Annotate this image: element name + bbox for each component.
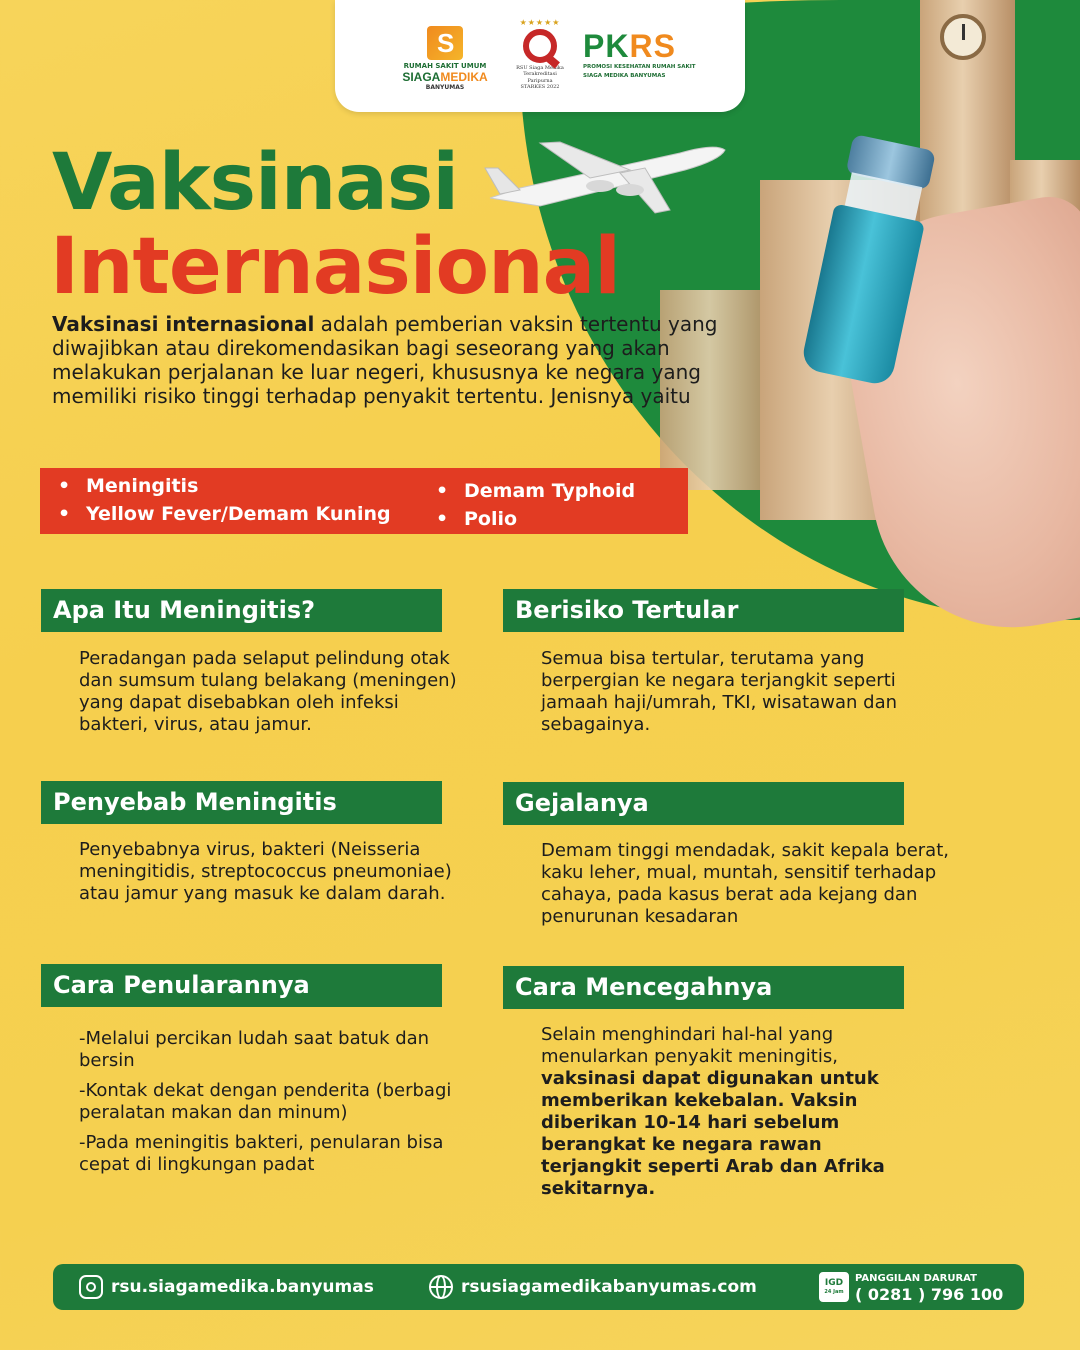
title-line-2: Internasional xyxy=(50,222,621,312)
emergency-phone[interactable]: IGD 24 Jam PANGGILAN DARURAT ( 0281 ) 796 100 xyxy=(819,1264,1003,1310)
section-body-apa-itu: Peradangan pada selaput pelindung otak dan sumsum tulang belakang (meningen) yang dapat disebabkan oleh infeksi bakteri, virus, atau jamur. xyxy=(79,648,457,735)
footer-bar xyxy=(53,1264,1024,1310)
hospital-logo-icon xyxy=(427,26,463,60)
vaccine-types-box xyxy=(40,468,688,534)
clock-icon xyxy=(940,14,986,60)
section-body-mencegah: Selain menghindari hal-hal yang menularkan penyakit meningitis, vaksinasi dapat digunakan untuk memberikan kekebalan. Vaksin diberikan 10-14 hari sebelum berangkat ke negara rawan terjangkit seperti Arab dan Afrika sekitarnya. xyxy=(541,1024,885,1199)
instagram-link[interactable]: rsu.siagamedika.banyumas xyxy=(79,1264,374,1310)
igd-icon: IGD 24 Jam xyxy=(819,1272,849,1302)
section-body-penularan xyxy=(79,1028,469,1184)
list-item: • Demam Typhoid xyxy=(422,477,635,505)
globe-icon xyxy=(429,1275,453,1299)
section-body-gejala: Demam tinggi mendadak, sakit kepala berat, kaku leher, mual, muntah, sensitif terhadap cahaya, pada kasus berat ada kejang dan penurunan kesadaran xyxy=(541,840,949,927)
section-heading-gejala: Gejalanya xyxy=(503,782,904,825)
vaccine-types-list xyxy=(44,472,391,528)
website-link[interactable]: rsusiagamedikabanyumas.com xyxy=(429,1264,757,1310)
section-heading-berisiko: Berisiko Tertular xyxy=(503,589,904,632)
section-heading-apa-itu: Apa Itu Meningitis? xyxy=(41,589,442,632)
accreditation-logo: ★★★★★ RSU Siaga Medika Terakreditasi Paripurna STARKES 2022 xyxy=(516,18,564,90)
title-line-1: Vaksinasi xyxy=(52,138,459,228)
list-item: • Polio xyxy=(422,505,635,533)
instagram-icon xyxy=(79,1275,103,1299)
accreditation-q-icon xyxy=(523,29,557,63)
section-body-berisiko: Semua bisa tertular, terutama yang berpergian ke negara terjangkit seperti jamaah haji/umrah, TKI, wisatawan dan sebagainya. xyxy=(541,648,898,735)
hospital-logo: S RUMAH SAKIT UMUM SIAGAMEDIKA BANYUMAS xyxy=(390,26,500,91)
section-body-penyebab: Penyebabnya virus, bakteri (Neisseria meningitidis, streptococcus pneumoniae) atau jamur yang masuk ke dalam darah. xyxy=(79,839,452,904)
section-heading-penularan: Cara Penularannya xyxy=(41,964,442,1007)
intro-paragraph: Vaksinasi internasional adalah pemberian vaksin tertentu yang diwajibkan atau direkomendasikan bagi seseorang yang akan melakukan perjalanan ke luar negeri, khususnya ke negara yang memiliki risiko tinggi terhadap penyakit tertentu. Jenisnya yaitu xyxy=(52,312,718,408)
pkrs-logo: PKRS PROMOSI KESEHATAN RUMAH SAKIT SIAGA MEDIKA BANYUMAS xyxy=(583,28,696,80)
section-heading-penyebab: Penyebab Meningitis xyxy=(41,781,442,824)
list-item: -Kontak dekat dengan penderita (berbagi peralatan makan dan minum) xyxy=(79,1080,452,1123)
section-heading-mencegah: Cara Mencegahnya xyxy=(503,966,904,1009)
list-item: • Yellow Fever/Demam Kuning xyxy=(44,500,391,528)
list-item: -Pada meningitis bakteri, penularan bisa cepat di lingkungan padat xyxy=(79,1132,444,1175)
logo-card xyxy=(335,0,745,112)
list-item: • Meningitis xyxy=(44,472,391,500)
vaccine-types-list xyxy=(422,477,635,533)
list-item: -Melalui percikan ludah saat batuk dan bersin xyxy=(79,1028,430,1071)
airplane-icon xyxy=(480,128,730,218)
